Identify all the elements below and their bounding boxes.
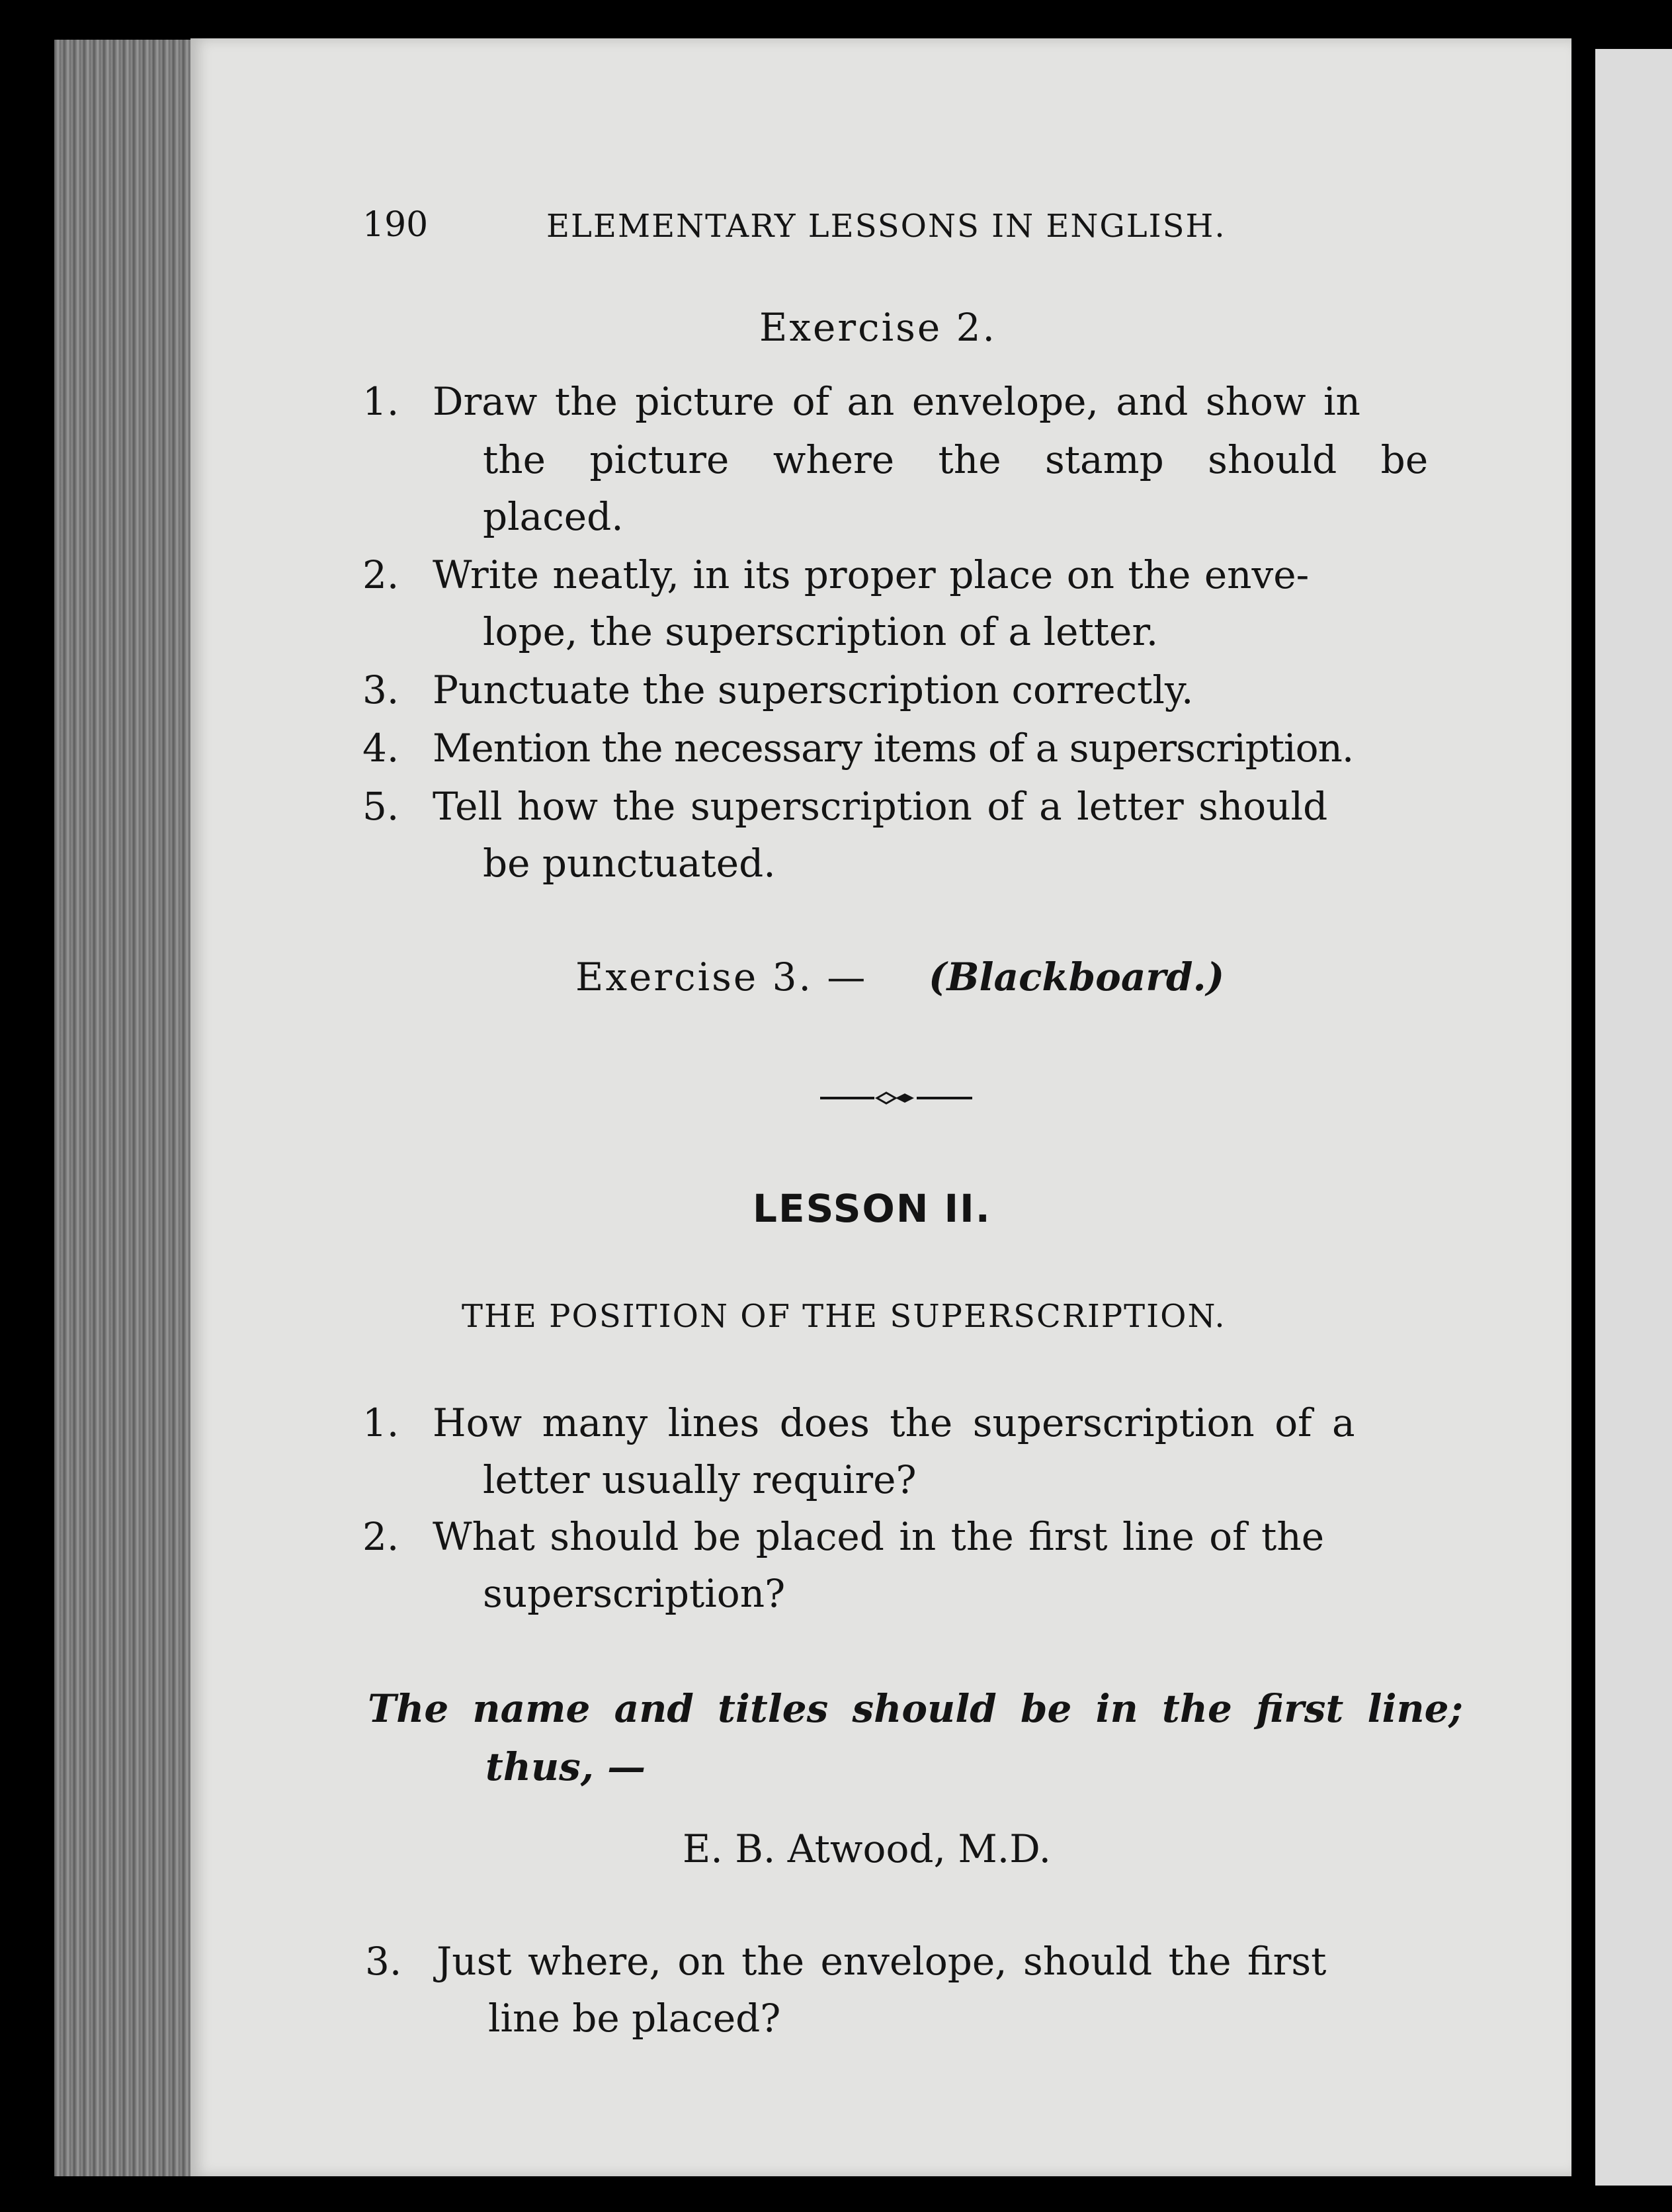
ornamental-divider — [820, 1090, 972, 1106]
lesson-q2-line-2: superscription? — [483, 1571, 786, 1616]
lesson-q3-line-2: line be placed? — [488, 1996, 781, 2041]
ex2-item-5-line-2: be punctuated. — [483, 841, 776, 886]
lesson-q2-number: 2. — [362, 1514, 399, 1559]
ex2-item-1-line-2: the picture where the stamp should be — [483, 437, 1429, 482]
ex2-item-3-line-1: Punctuate the superscription correctly. — [433, 667, 1194, 712]
example-address-name: E. B. Atwood, M.D. — [683, 1826, 1052, 1871]
ex2-item-2-number: 2. — [362, 552, 399, 597]
lesson-title: LESSON II. — [753, 1186, 991, 1231]
rule-line-1: The name and titles should be in the first line; — [368, 1686, 1463, 1731]
ex2-item-4-line-1: Mention the necessary items of a superscription. — [433, 726, 1354, 771]
lesson-q1-number: 1. — [362, 1400, 399, 1445]
lesson-q1-line-1: How many lines does the superscription of a — [433, 1400, 1355, 1445]
lesson-q2-line-1: What should be placed in the first line of the — [433, 1514, 1325, 1559]
ex2-item-3-number: 3. — [362, 667, 399, 712]
ex2-item-1-line-1: Draw the picture of an envelope, and show in — [433, 379, 1360, 424]
book-gutter — [1571, 38, 1595, 2195]
ex2-item-4-number: 4. — [362, 726, 399, 771]
ex2-item-1-line-3: placed. — [483, 494, 624, 539]
ex2-item-5-number: 5. — [362, 784, 399, 829]
lesson-subtitle: THE POSITION OF THE SUPERSCRIPTION. — [462, 1298, 1226, 1335]
page-edge-stack — [54, 40, 193, 2176]
lesson-q3-line-1: Just where, on the envelope, should the first — [437, 1939, 1327, 1984]
ex2-item-1-number: 1. — [362, 379, 399, 424]
ex2-item-2-line-2: lope, the superscription of a letter. — [483, 609, 1159, 654]
facing-page-sliver — [1595, 49, 1672, 2186]
exercise-3-title: Exercise 3. — — [575, 955, 868, 1000]
lesson-q3-number: 3. — [365, 1939, 402, 1984]
ex2-item-5-line-1: Tell how the superscription of a letter should — [433, 784, 1328, 829]
running-title: ELEMENTARY LESSONS IN ENGLISH. — [546, 208, 1226, 245]
exercise-3-note: (Blackboard.) — [929, 955, 1225, 1000]
ex2-item-2-line-1: Write neatly, in its proper place on the enve- — [433, 552, 1310, 597]
page-number: 190 — [362, 205, 429, 245]
lesson-q1-line-2: letter usually require? — [483, 1457, 917, 1502]
rule-line-2: thus, — — [485, 1744, 646, 1789]
exercise-2-title: Exercise 2. — [759, 305, 997, 350]
